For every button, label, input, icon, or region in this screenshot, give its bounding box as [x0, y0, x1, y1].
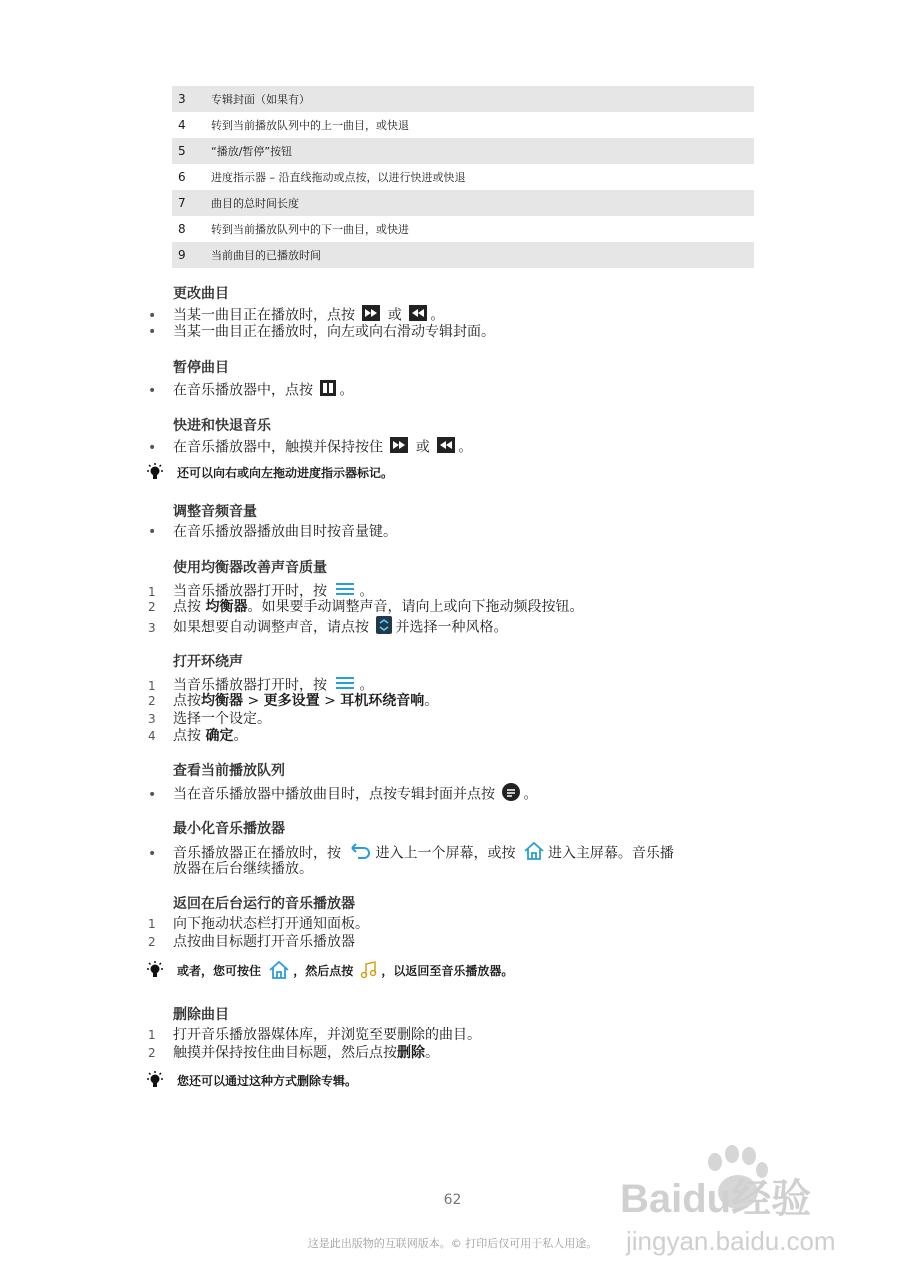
row-text: 专辑封面（如果有） [211, 93, 310, 106]
list-item: 2 触摸并保持按住曲目标题，然后点按删除。 [148, 1045, 439, 1061]
table-row [172, 190, 754, 216]
list-item: • 当某一曲目正在播放时，向左或向右滑动专辑封面。 [148, 324, 495, 340]
list-item: • 当某一曲目正在播放时，点按 或 。 [148, 305, 444, 326]
section-heading-seek: 快进和快退音乐 [173, 418, 271, 434]
row-text: 进度指示器 – 沿直线拖动或点按，以进行快进或快退 [211, 171, 466, 184]
section-heading-pause: 暂停曲目 [173, 360, 229, 376]
row-number: 8 [178, 222, 186, 236]
home-icon [523, 841, 545, 866]
queue-icon [502, 783, 520, 806]
section-heading-queue: 查看当前播放队列 [173, 763, 285, 779]
legend-table [172, 86, 754, 268]
row-number: 3 [178, 92, 186, 106]
list-item: • 在音乐播放器中，触摸并保持按住 或 。 [148, 437, 472, 458]
list-item: 1 当音乐播放器打开时，按 。 [148, 580, 373, 603]
lightbulb-icon [145, 961, 177, 982]
section-heading-minimize: 最小化音乐播放器 [173, 821, 285, 837]
music-note-icon [360, 960, 378, 983]
row-number: 4 [178, 118, 186, 132]
list-item: 3 如果想要自动调整声音，请点按 并选择一种风格。 [148, 616, 507, 639]
list-item: 4 点按 确定。 [148, 728, 248, 744]
prev-track-icon [437, 437, 455, 458]
pause-icon [320, 380, 336, 401]
tip: 或者，您可按住 ，然后点按 ，以返回至音乐播放器。 [145, 960, 513, 983]
table-row [172, 242, 754, 268]
list-item: 2 点按 均衡器。如果要手动调整声音，请向上或向下拖动频段按钮。 [148, 599, 584, 615]
section-heading-return: 返回在后台运行的音乐播放器 [173, 896, 355, 912]
table-row [172, 138, 754, 164]
list-item: • 当在音乐播放器中播放曲目时，点按专辑封面并点按 。 [148, 783, 537, 806]
style-selector-icon [376, 616, 392, 639]
page-number: 62 [443, 1192, 462, 1208]
list-item: 3 选择一个设定。 [148, 711, 271, 727]
home-icon [268, 960, 290, 983]
row-text: 转到当前播放队列中的下一曲目，或快进 [211, 223, 409, 236]
row-text: 曲目的总时间长度 [211, 197, 299, 210]
footer-note: 这是此出版物的互联网版本。© 打印后仅可用于私人用途。 [307, 1237, 598, 1250]
row-number: 9 [178, 248, 186, 262]
list-item: 1 向下拖动状态栏打开通知面板。 [148, 916, 369, 932]
section-heading-equalizer: 使用均衡器改善声音质量 [173, 560, 327, 576]
tip: 您还可以通过这种方式删除专辑。 [145, 1071, 357, 1092]
list-item: 1 当音乐播放器打开时，按 。 [148, 674, 373, 697]
list-item: 2 点按曲目标题打开音乐播放器 [148, 934, 355, 950]
tip: 还可以向右或向左拖动进度指示器标记。 [145, 463, 393, 484]
row-number: 5 [178, 144, 186, 158]
table-row [172, 216, 754, 242]
watermark-url: jingyan.baidu.com [626, 1226, 836, 1256]
section-heading-surround: 打开环绕声 [173, 654, 243, 670]
next-track-icon [390, 437, 408, 458]
list-item: 2 点按均衡器 > 更多设置 > 耳机环绕音响。 [148, 693, 439, 709]
list-item: • 在音乐播放器播放曲目时按音量键。 [148, 524, 397, 540]
list-item: 1 打开音乐播放器媒体库，并浏览至要删除的曲目。 [148, 1027, 481, 1043]
row-text: 当前曲目的已播放时间 [211, 249, 321, 262]
table-row [172, 164, 754, 190]
section-heading-change-track: 更改曲目 [173, 286, 229, 302]
section-heading-delete: 删除曲目 [173, 1007, 229, 1023]
row-number: 6 [178, 170, 186, 184]
row-number: 7 [178, 196, 186, 210]
list-item: 放器在后台继续播放。 [173, 861, 313, 877]
row-text: 转到当前播放队列中的上一曲目，或快退 [211, 119, 409, 132]
table-row [172, 112, 754, 138]
row-text: “播放/暂停”按钮 [211, 145, 293, 158]
section-heading-volume: 调整音频音量 [173, 504, 257, 520]
lightbulb-icon [145, 1071, 177, 1092]
watermark-brand: Baidu经验 [620, 1177, 812, 1221]
table-row [172, 86, 754, 112]
list-item: • 音乐播放器正在播放时，按 进入上一个屏幕，或按 进入主屏幕。音乐播 [148, 841, 674, 866]
lightbulb-icon [145, 463, 177, 484]
back-icon [348, 842, 372, 865]
list-item: • 在音乐播放器中，点按 。 [148, 380, 353, 401]
